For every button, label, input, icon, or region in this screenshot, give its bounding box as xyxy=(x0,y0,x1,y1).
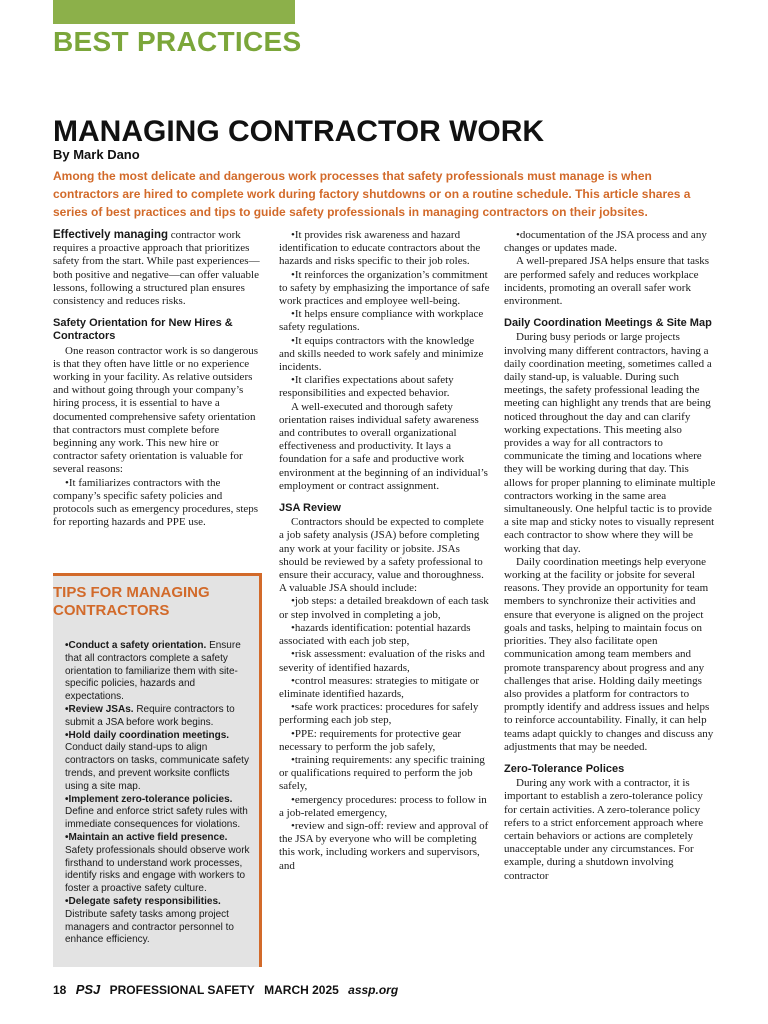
tip-text: Conduct daily stand-ups to align contractors on tasks, communicate safety trends, and prevent worksite conflicts using a site map. xyxy=(65,742,249,792)
tip-item xyxy=(65,832,251,896)
paragraph: During busy periods or large projects involving many different contractors, having a daily coordination meeting, sometimes called a daily stand-up, is valuable. During such meetings, the safety professional leading the meeting can highlight any trends that are being noticed throughout the day and can clarify working expectations. This meeting also provides a way for all contractors to communicate the timing and locations where they will be working during that day. This allows for proper planning to eliminate multiple contractors working in the same area simultaneously. One helpful tactic is to provide a site map and sticky notes to visually represent each contractor to show where they will be working that day. xyxy=(504,331,716,555)
lead-in: Effectively managing xyxy=(53,229,169,241)
tips-list xyxy=(65,640,251,947)
website-link[interactable]: assp.org xyxy=(348,983,399,997)
tip-label: •Delegate safety responsibilities. xyxy=(65,895,221,907)
tip-text: Safety professionals should observe work firsthand to understand work processes, identify risks and engage with workers to foster a proactive safety culture. xyxy=(65,844,250,895)
jsa-item: •control measures: strategies to mitigate or eliminate identified hazards, xyxy=(279,674,480,700)
article-dek: Among the most delicate and dangerous work processes that safety professionals must manage is when contractors are hired to complete work during factory shutdowns or on a routine schedule. This article shares a series of best practices and tips to guide safety professionals in managing contractors on their jobsites. xyxy=(53,169,691,219)
tip-text: Require contractors to submit a JSA before work begins. xyxy=(65,703,235,728)
sidebar-title: TIPS FOR MANAGING CONTRACTORS xyxy=(53,584,210,619)
bullet-paragraph: •It reinforces the organization’s commitment to safety by emphasizing the importance of safe work practices and employee well-being. xyxy=(279,268,490,308)
subhead-safety-orientation: Safety Orientation for New Hires & Contractors xyxy=(53,317,233,343)
column-3 xyxy=(504,229,718,883)
jsa-item: •safe work practices: procedures for safely performing each job step, xyxy=(279,701,479,727)
tip-label: •Maintain an active field presence. xyxy=(65,831,228,843)
tip-label: •Implement zero-tolerance policies. xyxy=(65,793,233,805)
column-1 xyxy=(53,229,261,529)
paragraph: One reason contractor work is so dangerous is that they often have little or no experience working in your facility. As relative outsiders and without going through your company’s hiring process, it is essential to have a documented comprehensive safety orientation that contractors must complete before beginning any work. This new hire or contractor safety orientation is valuable for several reasons: xyxy=(53,344,259,476)
subhead-zero-tolerance: Zero-Tolerance Polices xyxy=(504,762,625,775)
jsa-item: •risk assessment: evaluation of the risks and severity of identified hazards, xyxy=(279,648,485,674)
tips-sidebar xyxy=(53,573,262,967)
page-number: 18 xyxy=(53,983,67,997)
bullet-paragraph: •It clarifies expectations about safety responsibilities and expected behavior. xyxy=(279,374,454,400)
byline: By Mark Dano xyxy=(53,147,140,162)
tip-label: •Review JSAs. xyxy=(65,703,134,715)
tip-text: Define and enforce strict safety rules with immediate consequences for violations. xyxy=(65,806,248,831)
jsa-item: •hazards identification: potential hazards associated with each job step, xyxy=(279,621,471,648)
section-label: BEST PRACTICES xyxy=(53,26,302,57)
bullet-paragraph: •It helps ensure compliance with workplace safety regulations. xyxy=(279,308,484,334)
bullet-paragraph: •documentation of the JSA process and any changes or updates made. xyxy=(504,229,707,255)
jsa-item: •training requirements: any specific training or qualifications required to perform the job safely, xyxy=(279,753,485,793)
article-title: MANAGING CONTRACTOR WORK xyxy=(53,115,545,148)
lead-text: contractor work requires a proactive approach that prioritizes safety from the start. While past experiences—both positive and negative—can offer valuable lessons, following a structured plan ensures consistency and reduces risks. xyxy=(53,229,260,308)
paragraph: During any work with a contractor, it is important to establish a zero-tolerance policy for certain activities. A zero-tolerance policy refers to a strict enforcement approach where certain behaviors or actions are completely unacceptable under any circumstances. For example, during a shutdown involving contractor xyxy=(504,777,704,882)
page-footer xyxy=(53,982,404,997)
issue-date: MARCH 2025 xyxy=(264,983,339,997)
subhead-daily-coordination: Daily Coordination Meetings & Site Map xyxy=(504,317,712,330)
bullet-paragraph: •It familiarizes contractors with the company’s specific safety policies and protocols such as emergency procedures, steps for reporting hazards and PPE use. xyxy=(53,476,259,529)
paragraph: A well-executed and thorough safety orientation raises individual safety awareness and contributes to overall organizational effectiveness and productivity. It lays a foundation for a safe and productive work environment at the beginning of an individual’s employment or contract assignment. xyxy=(279,400,488,492)
paragraph: Contractors should be expected to complete a job safety analysis (JSA) before completing any work at your facility or jobsite. JSAs should be reviewed by a safety professional to ensure their accuracy, value and thoroughness. A valuable JSA should include: xyxy=(279,516,484,595)
tip-text: Ensure that all contractors complete a safety orientation to familiarize them with site-specific policies, hazards and expectations. xyxy=(65,640,241,703)
section-color-bar xyxy=(53,0,295,24)
bullet-paragraph: •It equips contractors with the knowledge and skills needed to work safely and minimize incidents. xyxy=(279,334,484,374)
jsa-item: •PPE: requirements for protective gear necessary to perform the job safely, xyxy=(279,727,462,753)
tip-label: •Conduct a safety orientation. xyxy=(65,640,207,651)
tip-text: Distribute safety tasks among project managers and contractor personnel to enhance efficiency. xyxy=(65,908,234,946)
jsa-item: •emergency procedures: process to follow in a job-related emergency, xyxy=(279,793,487,819)
jsa-item: •review and sign-off: review and approval of the JSA by everyone who will be completing this work, including workers and supervisors, and xyxy=(279,819,489,872)
tip-item xyxy=(65,896,251,947)
tip-item xyxy=(65,794,251,832)
tip-item xyxy=(65,704,251,730)
psj-logo: PSJ xyxy=(75,982,101,997)
bullet-paragraph: •It provides risk awareness and hazard identification to educate contractors about the hazards and risks specific to their job roles. xyxy=(279,229,481,268)
paragraph: Daily coordination meetings help everyone working at the facility or jobsite for several reasons. They provide an opportunity for team members to synchronize their activities and ensure that everyone is aligned on the project goals and tasks, helping to maintain focus on priorities. They also facilitate open communication among team members and promote transparency about progress and any challenges that arise. Holding daily meetings also provides a platform for contractors to promptly identify and address issues and helps to reinforce accountability. Finally, it can help teams adapt quickly to changes and discuss any adjustments that may be needed. xyxy=(504,555,714,753)
paragraph: A well-prepared JSA helps ensure that tasks are performed safely and reduces workplace incidents, promoting an overall safer work environment. xyxy=(504,255,710,308)
publication-name: PROFESSIONAL SAFETY xyxy=(109,983,255,997)
lead-paragraph xyxy=(53,229,261,308)
subhead-jsa-review: JSA Review xyxy=(279,502,341,515)
tip-item xyxy=(65,730,251,794)
tip-item xyxy=(65,640,251,704)
tip-label: •Hold daily coordination meetings. xyxy=(65,729,230,741)
column-2 xyxy=(279,229,491,873)
jsa-item: •job steps: a detailed breakdown of each task or step involved in completing a job, xyxy=(279,595,489,621)
